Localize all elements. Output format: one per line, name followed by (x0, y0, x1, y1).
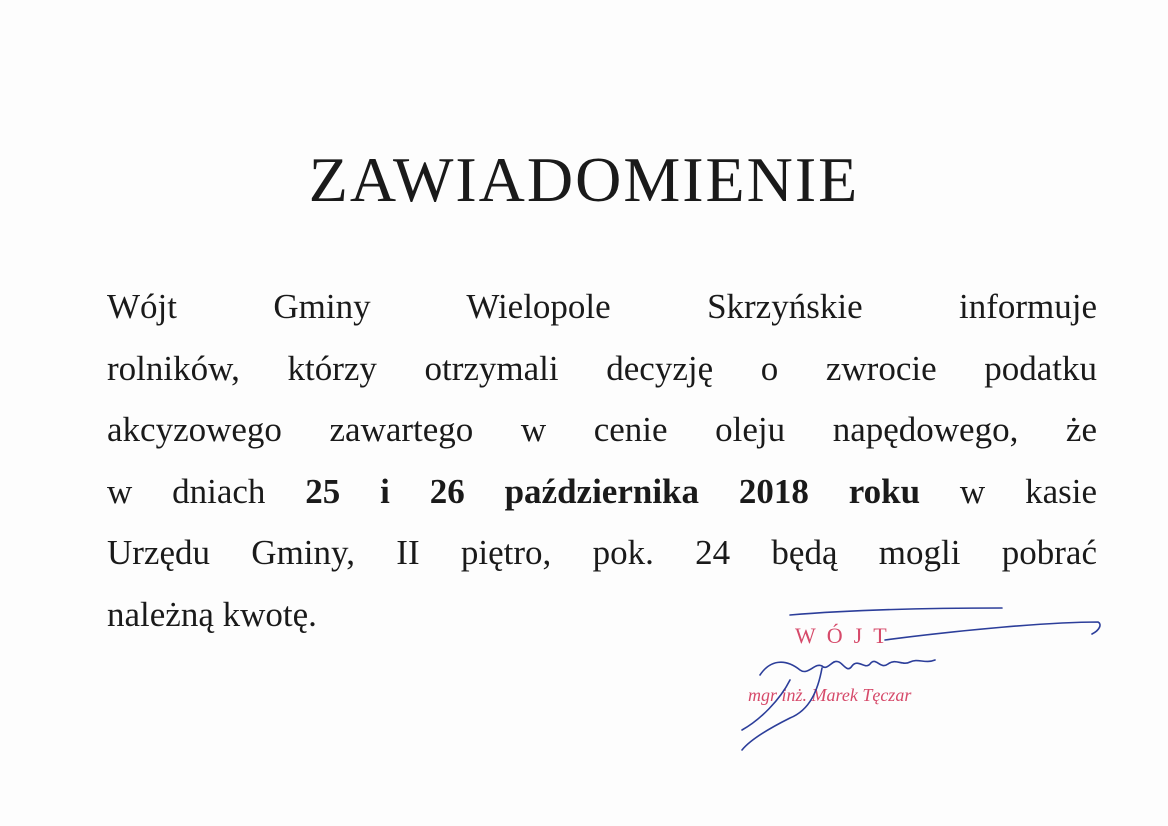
document-title: ZAWIADOMIENIE (308, 144, 860, 215)
date-highlight: 25 i 26 października 2018 roku (305, 471, 921, 511)
notice-body (107, 276, 1097, 645)
stamp-name: mgr inż. Marek Tęczar (748, 685, 912, 705)
body-line-4-pre: w dniach (107, 471, 306, 511)
stamp-title: WÓJT (795, 623, 898, 648)
body-line-2: rolników, którzy otrzymali decyzję o zwrocie podatku (107, 348, 1097, 388)
signature-icon (730, 600, 1130, 760)
body-line-4 (107, 461, 1097, 523)
body-line-3: akcyzowego zawartego w cenie oleju napędowego, że (107, 410, 1097, 449)
body-line-1: Wójt Gminy Wielopole Skrzyńskie informuje (107, 287, 1097, 326)
body-line-4-post: w kasie (920, 471, 1097, 511)
body-line-5: Urzędu Gminy, II piętro, pok. 24 będą mogli pobrać (107, 533, 1097, 572)
body-line-6: należną kwotę. (107, 594, 317, 634)
